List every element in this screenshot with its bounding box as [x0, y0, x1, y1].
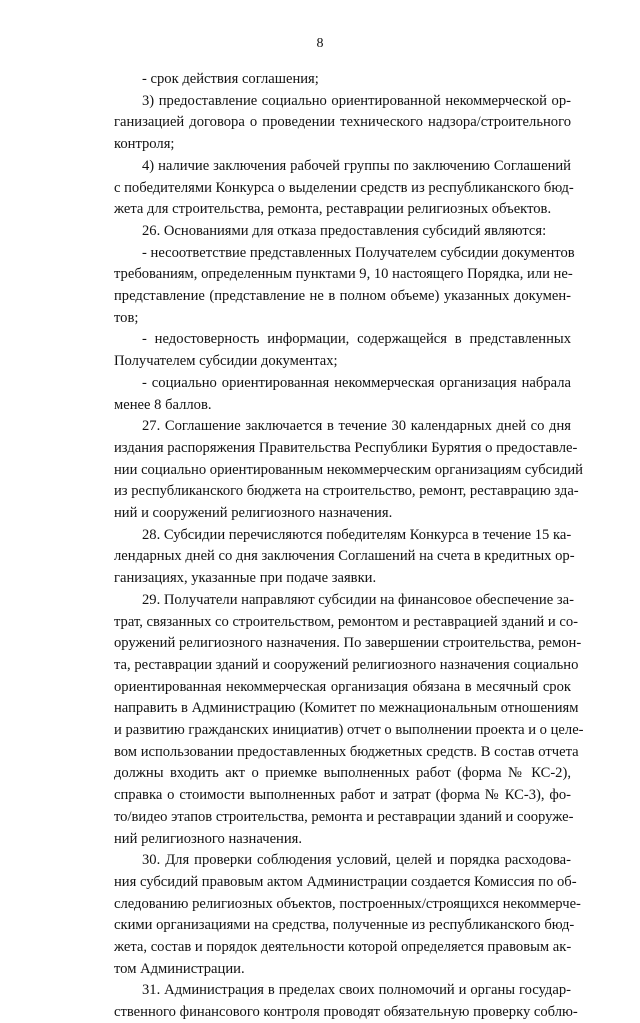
text-line: 29. Получатели направляют субсидии на финансовое обеспечение за- [142, 591, 574, 608]
text-line: - недостоверность информации, содержащейся в представленных [142, 331, 571, 348]
text-line: справка о стоимости выполненных работ и затрат (форма № КС-3), фо- [114, 787, 571, 804]
text-line: 31. Администрация в пределах своих полномочий и органы государ- [142, 982, 571, 999]
text-line: ганизацией договора о проведении технического надзора/строительного [114, 114, 571, 131]
text-line: лендарных дней со дня заключения Соглашений на счета в кредитных ор- [114, 548, 575, 565]
text-line: и развитию гражданских инициатив) отчет о выполнении проекта и о целе- [114, 722, 584, 738]
text-line: оружений религиозного назначения. По завершении строительства, ремон- [114, 635, 582, 652]
text-line: тов; [114, 309, 139, 326]
text-line: представление (представление не в полном объеме) указанных докумен- [114, 288, 571, 304]
text-line: издания распоряжения Правительства Республики Бурятия о предоставле- [114, 439, 578, 456]
text-line: должны входить акт о приемке выполненных работ (форма № КС-2), [114, 765, 571, 782]
text-line: с победителями Конкурса о выделении средств из республиканского бюд- [114, 179, 574, 196]
text-line: то/видео этапов строительства, ремонта и реставрации зданий и сооруже- [114, 808, 574, 825]
text-line: жета для строительства, ремонта, реставрации религиозных объектов. [114, 201, 552, 218]
text-line: менее 8 баллов. [114, 396, 212, 413]
text-line: ганизациях, указанные при подаче заявки. [114, 570, 377, 587]
text-line: Получателем субсидии документах; [114, 353, 338, 370]
text-line: 28. Субсидии перечисляются победителям Конкурса в течение 15 ка- [142, 526, 572, 543]
text-line: ния субсидий правовым актом Администрации создается Комиссия по об- [114, 873, 577, 890]
text-line: та, реставрации зданий и сооружений религиозного назначения социально [114, 656, 579, 673]
text-line: 30. Для проверки соблюдения условий, целей и порядка расходова- [142, 852, 571, 869]
text-line: том Администрации. [114, 960, 245, 977]
text-line: - срок действия соглашения; [142, 71, 319, 87]
text-line: 3) предоставление социально ориентированной некоммерческой ор- [142, 92, 571, 109]
text-line: ориентированная некоммерческая организация обязана в месячный срок [114, 678, 571, 695]
text-line: скими организациями на средства, полученные из республиканского бюд- [114, 917, 575, 934]
text-line: направить в Администрацию (Комитет по межнациональным отношениям [114, 700, 579, 717]
text-line: следованию религиозных объектов, построенных/строящихся некоммерче- [114, 895, 581, 912]
text-line: ственного финансового контроля проводят обязательную проверку соблю- [114, 1004, 578, 1021]
text-line: - социально ориентированная некоммерческая организация набрала [142, 374, 571, 391]
page-number: 8 [316, 36, 324, 51]
text-line: из республиканского бюджета на строительство, ремонт, реставрацию зда- [114, 483, 579, 500]
text-line: - несоответствие представленных Получателем субсидии документов [142, 244, 575, 261]
text-line: 26. Основаниями для отказа предоставления субсидий являются: [142, 222, 547, 239]
text-line: трат, связанных со строительством, ремонтом и реставрацией зданий и со- [114, 613, 578, 630]
text-line: нии социально ориентированным некоммерческим организациям субсидий [114, 461, 583, 478]
text-line: 4) наличие заключения рабочей группы по заключению Соглашений [142, 157, 571, 174]
text-line: ний религиозного назначения. [114, 830, 303, 847]
text-line: 27. Соглашение заключается в течение 30 календарных дней со дня [142, 418, 571, 435]
text-line: ний и сооружений религиозного назначения. [114, 505, 393, 521]
text-line: требованиям, определенным пунктами 9, 10 настоящего Порядка, или не- [114, 266, 573, 283]
text-line: жета, состав и порядок деятельности которой определяется правовым ак- [114, 939, 572, 955]
text-line: контроля; [114, 136, 175, 153]
text-line: вом использовании предоставленных бюджетных средств. В состав отчета [114, 743, 579, 760]
